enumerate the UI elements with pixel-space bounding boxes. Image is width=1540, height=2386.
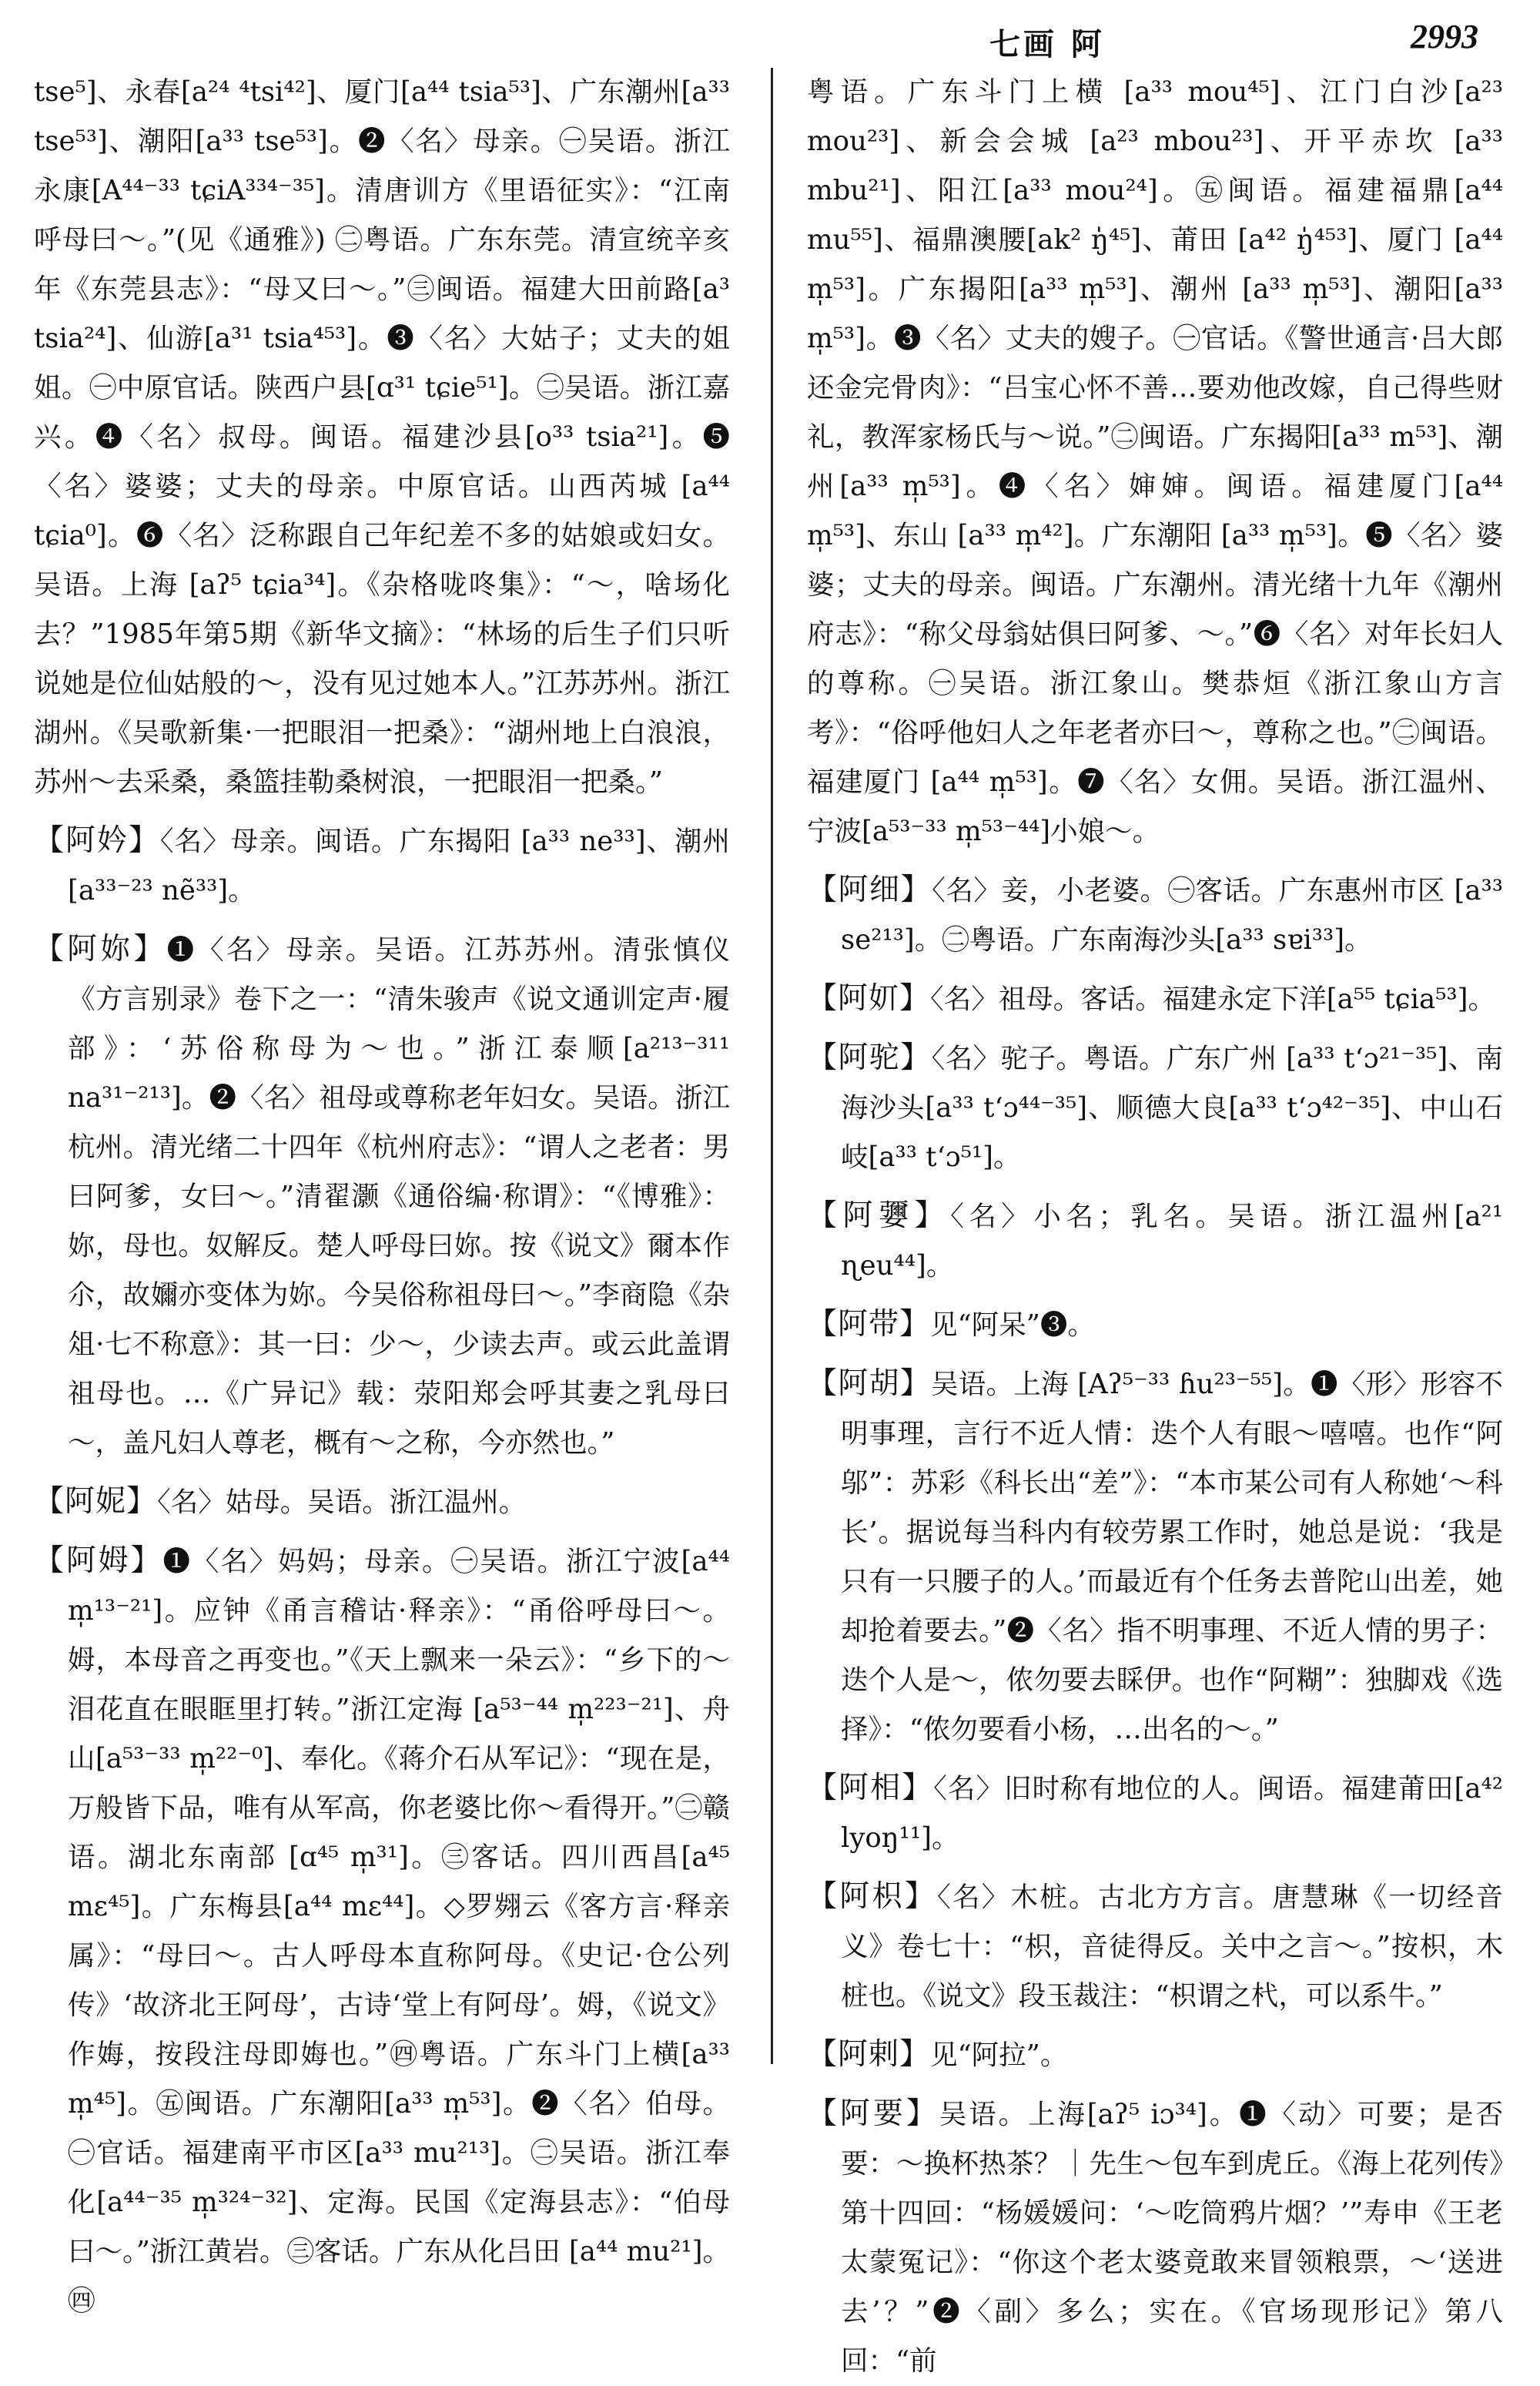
entry-text: 〈名〉小名；乳名。吴语。浙江温州[a²¹ ɳeu⁴⁴]。	[841, 1201, 1503, 1282]
entry-text: 〈名〉母亲。闽语。广东揭阳 [a³³ ne³³]、潮州[a³³⁻²³ nẽ³³]。	[68, 826, 730, 906]
column-divider	[771, 68, 773, 2064]
entry-headword: 【阿胡】	[807, 1366, 931, 1401]
entry-headword: 【阿相】	[807, 1771, 934, 1805]
entry-a-nai	[34, 925, 730, 1468]
entry-a-mu	[34, 1536, 730, 2326]
entry-text: 吴语。上海[aʔ⁵ iɔ³⁴]。❶〈动〉可要；是否要：～换杯热茶？｜先生～包车到虎丘。《海上花列传》第十四回：“杨媛媛问：‘～吃筒鸦片烟？’”寿申《王老太蒙冤记》：“你这个老太婆竟敢来冒领粮票，～‘送进去’？”❷〈副〉多么；实在。《官场现形记》第八回：“前	[841, 2099, 1503, 2377]
entry-headword: 【阿妳】	[34, 932, 167, 967]
entry-text: 吴语。上海 [Aʔ⁵⁻³³ ɦu²³⁻⁵⁵]。❶〈形〉形容不明事理，言行不近人情：迭个人有眼～嘻嘻。也作“阿邬”：苏彩《科长出“差”》：“本市某公司有人称她‘～科长’。据说每当科内有较劳累工作时，她总是说：‘我是只有一只腰子的人。’而最近有个任务去普陀山出差，她却抢着要去。”❷〈名〉指不明事理、不近人情的男子：迭个人是～，侬勿要去睬伊。也作“阿糊”：独脚戏《选择》：“侬勿要看小杨，…出名的～。”	[841, 1369, 1503, 1745]
entry-a-zhi	[807, 1872, 1503, 2021]
entry-a-la	[807, 2030, 1503, 2080]
entry-headword: 【阿妗】	[34, 823, 160, 858]
entry-a-hu	[807, 1359, 1503, 1754]
entry-text: ❶〈名〉母亲。吴语。江苏苏州。清张慎仪《方言别录》卷下之一：“清朱骏声《说文通训定声·履部》：‘苏俗称母为～也。”浙江泰顺[a²¹³⁻³¹¹ na³¹⁻²¹³]。❷〈名〉祖母或尊称老年妇女。吴语。浙江杭州。清光绪二十四年《杭州府志》：“谓人之老者：男曰阿爹，女曰～。”清翟灏《通俗编·称谓》：“《博雅》：妳，母也。奴解反。楚人呼母曰妳。按《说文》爾本作尒，故嬭亦变体为妳。今吴俗称祖母曰～。”李商隐《杂俎·七不称意》：其一曰：少～，少读去声。或云此盖谓祖母也。…《广异记》载：荥阳郑会呼其妻之乳母曰～，盖凡妇人尊老，概有～之称，今亦然也。”	[68, 934, 730, 1459]
continued-entry-text: tse⁵]、永春[a²⁴ ⁴tsi⁴²]、厦门[a⁴⁴ tsia⁵³]、广东潮州[a³³ tse⁵³]、潮阳[a³³ tse⁵³]。❷〈名〉母亲。㊀吴语。浙江永康[A⁴⁴⁻³³ tɕiA³³⁴⁻³⁵]。清唐训方《里语征实》：“江南呼母曰～。”(见《通雅》) ㊁粤语。广东东莞。清宣统辛亥年《东莞县志》：“母又曰～。”㊂闽语。福建大田前路[a³ tsia²⁴]、仙游[a³¹ tsia⁴⁵³]。❸〈名〉大姑子；丈夫的姐姐。㊀中原官话。陕西户县[ɑ³¹ tɕie⁵¹]。㊁吴语。浙江嘉兴。❹〈名〉叔母。闽语。福建沙县[o³³ tsia²¹]。❺〈名〉婆婆；丈夫的母亲。中原官话。山西芮城 [a⁴⁴ tɕia⁰]。❻〈名〉泛称跟自己年纪差不多的姑娘或妇女。吴语。上海 [aʔ⁵ tɕia³⁴]。《杂格咙咚集》：“～，啥场化去？”1985年第5期《新华文摘》：“林场的后生子们只听说她是位仙姑般的～，没有见过她本人。”江苏苏州。浙江湖州。《吴歌新集·一把眼泪一把桑》：“湖州地上白浪浪，苏州～去采桑，桑篮挂勒桑树浪，一把眼泪一把桑。”	[34, 76, 730, 798]
section-title: 七画 阿	[989, 27, 1105, 62]
page-header	[808, 17, 1478, 63]
entry-text: 〈名〉姑母。吴语。浙江温州。	[157, 1486, 527, 1518]
entry-headword: 【阿㚦】	[807, 981, 931, 1016]
entry-text: ❶〈名〉妈妈；母亲。㊀吴语。浙江宁波[a⁴⁴ m̩¹³⁻²¹]。应钟《甬言稽诂·释亲》：“甬俗呼母曰～。姆，本母音之再变也。”《天上飘来一朵云》：“乡下的～泪花直在眼眶里打转。”浙江定海 [a⁵³⁻⁴⁴ m̩²²³⁻²¹]、舟山[a⁵³⁻³³ m̩²²⁻⁰]、奉化。《蒋介石从军记》：“现在是，万般皆下品，唯有从军高，你老婆比你～看得开。”㊁赣语。湖北东南部 [ɑ⁴⁵ m̩³¹]。㊂客话。四川西昌[a⁴⁵ mɛ⁴⁵]。广东梅县[a⁴⁴ mɛ⁴⁴]。◇罗翙云《客方言·释亲属》：“母曰～。古人呼母本直称阿母。《史记·仓公列传》‘故济北王阿母’，古诗‘堂上有阿母’。姆，《说文》作娒，按段注母即娒也。”㊃粤语。广东斗门上横[a³³ m̩⁴⁵]。㊄闽语。广东潮阳[a³³ m̩⁵³]。❷〈名〉伯母。㊀官话。福建南平市区[a³³ mu²¹³]。㊁吴语。浙江奉化[a⁴⁴⁻³⁵ m̩³²⁴⁻³²]、定海。民国《定海县志》：“伯母曰～。”浙江黄岩。㊂客话。广东从化吕田 [a⁴⁴ mu²¹]。㊃	[68, 1546, 730, 2317]
entry-headword: 【阿枳】	[807, 1879, 937, 1914]
entry-a-yao	[807, 2089, 1503, 2386]
entry-headword: 【阿剌】	[807, 2037, 931, 2072]
continued-entry-text: 粤语。广东斗门上横 [a³³ mou⁴⁵]、江门白沙[a²³ mou²³]、新会会城 [a²³ mbou²³]、开平赤坎 [a³³ mbu²¹]、阳江[a³³ mou²⁴]。㊄闽语。福建福鼎[a⁴⁴ mu⁵⁵]、福鼎澳腰[ak² ŋ̍⁴⁵]、莆田 [a⁴² ŋ̍⁴⁵³]、厦门 [a⁴⁴ m̩⁵³]。广东揭阳[a³³ m̩⁵³]、潮州 [a³³ m̩⁵³]、潮阳[a³³ m̩⁵³]。❸〈名〉丈夫的嫂子。㊀官话。《警世通言·吕大郎还金完骨肉》：“吕宝心怀不善…要劝他改嫁，自己得些财礼，教浑家杨氏与～说。”㊁闽语。广东揭阳[a³³ m⁵³]、潮州[a³³ m̩⁵³]。❹〈名〉婶婶。闽语。福建厦门[a⁴⁴ m̩⁵³]、东山 [a³³ m̩⁴²]。广东潮阳 [a³³ m̩⁵³]。❺〈名〉婆婆；丈夫的母亲。闽语。广东潮州。清光绪十九年《潮州府志》：“称父母翁姑俱曰阿爹、～。”❻〈名〉对年长妇人的尊称。㊀吴语。浙江象山。樊恭烜《浙江象山方言考》：“俗呼他妇人之年老者亦曰～，尊称之也。”㊁闽语。福建厦门 [a⁴⁴ m̩⁵³]。❼〈名〉女佣。吴语。浙江温州、宁波[a⁵³⁻³³ m̩⁵³⁻⁴⁴]小娘～。	[807, 76, 1503, 847]
entry-headword: 【阿带】	[807, 1307, 931, 1342]
right-column	[807, 68, 1503, 2377]
entry-text: 见“阿拉”。	[930, 2039, 1068, 2071]
entry-text: 〈名〉妾，小老婆。㊀客话。广东惠州市区 [a³³ se²¹³]。㊁粤语。广东南海沙头[a³³ sɐi³³]。	[841, 875, 1503, 956]
entry-headword: 【阿㜷】	[807, 1198, 951, 1233]
entry-headword: 【阿姆】	[34, 1543, 163, 1578]
entry-headword: 【阿驼】	[807, 1041, 932, 1075]
entry-text: 〈名〉木桩。古北方方言。唐慧琳《一切经音义》卷七十：“枳，音徒得反。关中之言～。”按枳，木桩也。《说文》段玉裁注：“枳谓之杙，可以系牛。”	[841, 1882, 1503, 2012]
entry-a-ni	[34, 1477, 730, 1527]
entry-a-dai	[807, 1300, 1503, 1350]
entry-text: 见“阿呆”❸。	[930, 1309, 1095, 1341]
entry-a-xi	[807, 866, 1503, 965]
left-column	[34, 68, 730, 2317]
entry-text: 〈名〉旧时称有地位的人。闽语。福建莆田[a⁴² lyoŋ¹¹]。	[841, 1773, 1503, 1854]
entry-a-jie	[807, 974, 1503, 1024]
entry-a-tuo	[807, 1034, 1503, 1182]
entry-headword: 【阿妮】	[34, 1484, 158, 1519]
entry-a-nou	[807, 1191, 1503, 1291]
page-number: 2993	[1411, 18, 1478, 55]
entry-text: 〈名〉驼子。粤语。广东广州 [a³³ tʻɔ²¹⁻³⁵]、南海沙头[a³³ tʻɔ⁴⁴⁻³⁵]、顺德大良[a³³ tʻɔ⁴²⁻³⁵]、中山石岐[a³³ tʻɔ⁵¹]。	[841, 1043, 1503, 1173]
entry-headword: 【阿细】	[807, 873, 932, 907]
entry-headword: 【阿要】	[807, 2096, 939, 2131]
entry-a-jin	[34, 816, 730, 916]
entry-text: 〈名〉祖母。客话。福建永定下洋[a⁵⁵ tɕia⁵³]。	[930, 984, 1496, 1015]
entry-a-xiang	[807, 1764, 1503, 1863]
